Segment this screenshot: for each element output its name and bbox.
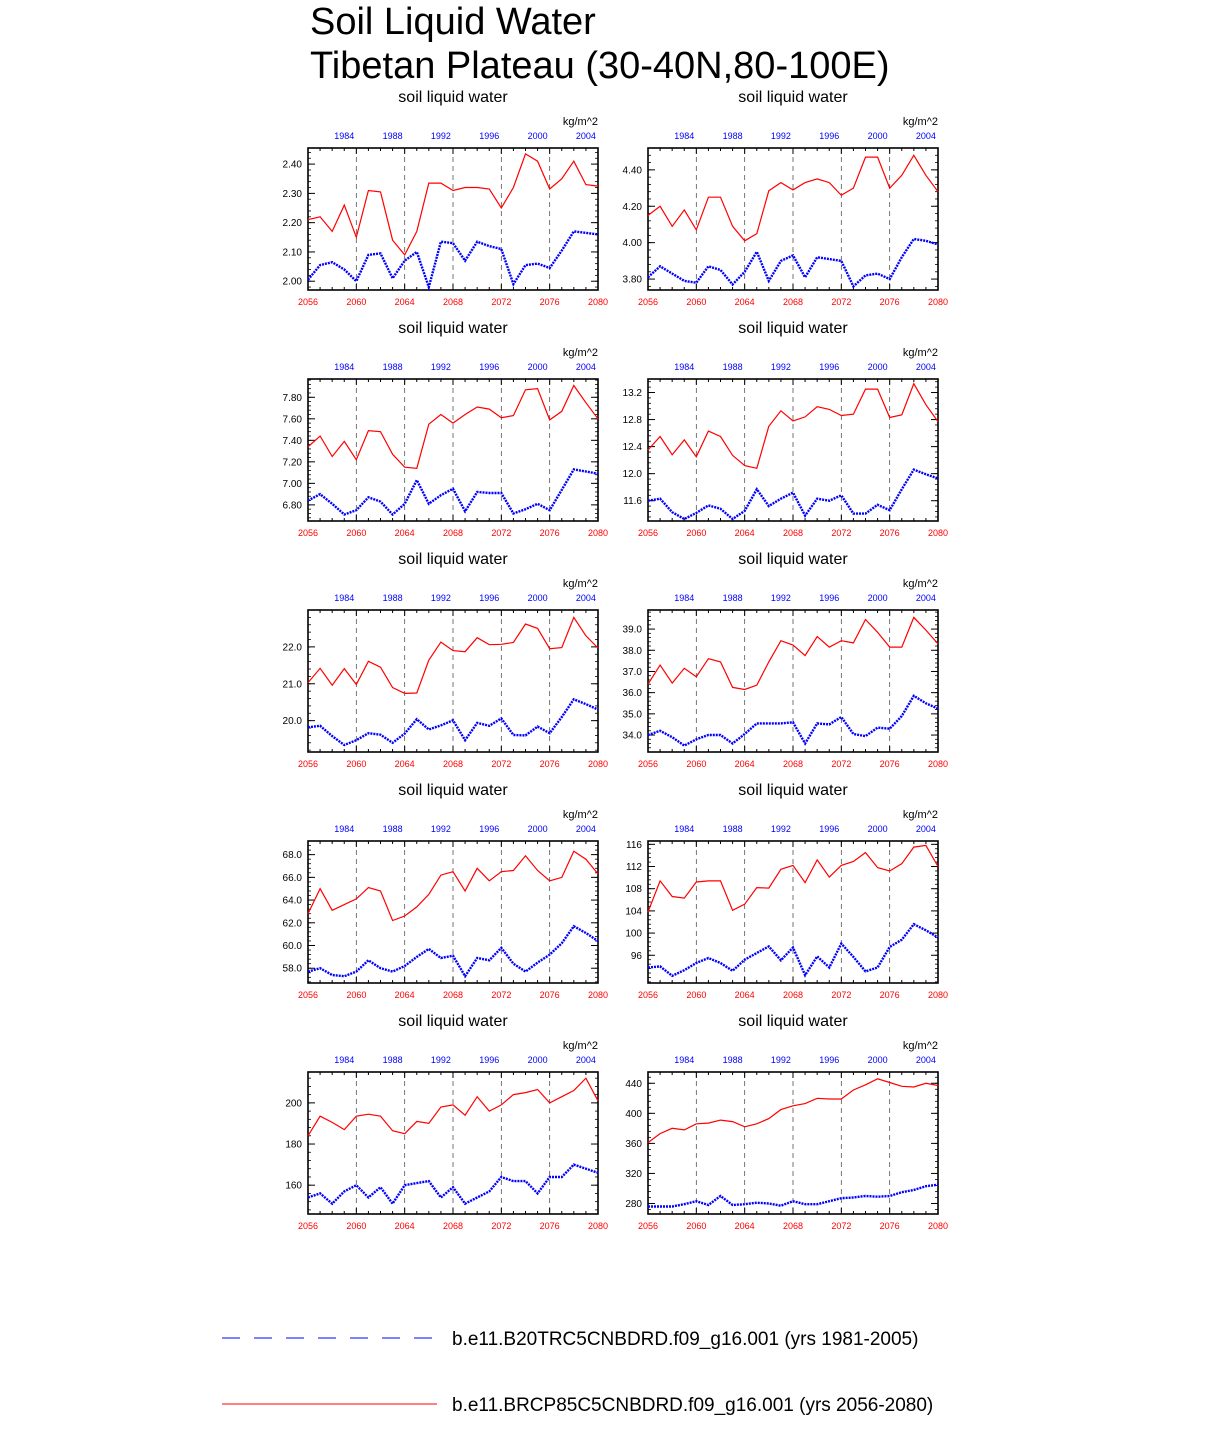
x-tick-label: 2060 — [346, 528, 367, 538]
y-tick-label: 37.0 — [622, 666, 642, 678]
y-tick-label: 6.80 — [282, 500, 302, 512]
x-top-tick-label: 1988 — [382, 824, 403, 834]
x-tick-label: 2080 — [927, 990, 949, 1000]
y-tick-label: 116 — [626, 839, 642, 851]
x-tick-label: 2080 — [587, 1221, 609, 1231]
x-tick-label: 2056 — [637, 759, 659, 769]
figure-title-line-2: Tibetan Plateau (30-40N,80-100E) — [310, 45, 890, 87]
y-tick-label: 4.40 — [622, 165, 642, 177]
historical-series-line — [648, 470, 938, 519]
x-top-tick-label: 1992 — [430, 362, 451, 372]
x-tick-label: 2056 — [297, 759, 319, 769]
y-tick-label: 96 — [630, 950, 642, 962]
x-tick-label: 2056 — [637, 528, 659, 538]
chart-panel-9 — [285, 1013, 608, 1231]
units-label: kg/m^2 — [902, 578, 938, 590]
panel-title: soil liquid water — [738, 320, 848, 337]
chart-panel-3 — [283, 320, 608, 538]
x-tick-label: 2056 — [637, 990, 659, 1000]
x-top-tick-label: 1992 — [770, 593, 791, 603]
historical-series-line — [648, 1185, 938, 1207]
y-tick-label: 440 — [625, 1078, 642, 1090]
y-tick-label: 39.0 — [622, 624, 642, 636]
x-top-tick-label: 1984 — [334, 131, 355, 141]
x-top-tick-label: 2000 — [867, 824, 888, 834]
historical-series-line — [648, 239, 938, 286]
panel-title: soil liquid water — [738, 551, 848, 568]
x-tick-label: 2072 — [831, 528, 852, 538]
x-top-tick-label: 2000 — [867, 362, 888, 372]
x-top-tick-label: 1984 — [674, 593, 695, 603]
y-tick-label: 2.00 — [282, 276, 302, 288]
y-tick-label: 7.00 — [282, 478, 302, 490]
y-tick-label: 66.0 — [282, 872, 302, 884]
figure-title-line-1: Soil Liquid Water — [310, 1, 596, 43]
x-tick-label: 2056 — [297, 297, 319, 307]
y-tick-label: 104 — [625, 906, 642, 918]
x-top-tick-label: 1988 — [722, 824, 743, 834]
x-tick-label: 2068 — [442, 759, 464, 769]
x-top-tick-label: 2004 — [915, 362, 936, 372]
x-tick-label: 2080 — [587, 759, 609, 769]
chart-panel-8 — [625, 782, 948, 1000]
x-tick-label: 2068 — [442, 297, 464, 307]
x-top-tick-label: 1996 — [819, 362, 840, 372]
x-top-tick-label: 2004 — [575, 362, 596, 372]
y-tick-label: 68.0 — [282, 850, 302, 862]
x-top-tick-label: 1984 — [334, 1055, 355, 1065]
x-top-tick-label: 2000 — [527, 131, 548, 141]
units-label: kg/m^2 — [562, 578, 598, 590]
x-top-tick-label: 1988 — [382, 1055, 403, 1065]
panel-title: soil liquid water — [398, 89, 508, 106]
x-top-tick-label: 1992 — [430, 593, 451, 603]
x-top-tick-label: 1992 — [770, 131, 791, 141]
x-tick-label: 2072 — [831, 1221, 852, 1231]
y-tick-label: 34.0 — [622, 730, 642, 742]
legend — [0, 1300, 1224, 1444]
x-top-tick-label: 2004 — [575, 824, 596, 834]
y-tick-label: 7.40 — [282, 435, 302, 447]
x-top-tick-label: 1996 — [819, 593, 840, 603]
x-top-tick-label: 1984 — [674, 362, 695, 372]
units-label: kg/m^2 — [902, 809, 938, 821]
x-top-tick-label: 1996 — [479, 593, 500, 603]
x-tick-label: 2068 — [442, 528, 464, 538]
y-tick-label: 7.80 — [282, 392, 302, 404]
x-top-tick-label: 1996 — [479, 824, 500, 834]
y-tick-label: 400 — [625, 1108, 642, 1120]
x-tick-label: 2072 — [491, 759, 512, 769]
x-top-tick-label: 1996 — [479, 1055, 500, 1065]
x-top-tick-label: 2004 — [915, 593, 936, 603]
x-top-tick-label: 1988 — [722, 131, 743, 141]
y-tick-label: 3.80 — [622, 274, 642, 286]
y-tick-label: 58.0 — [282, 963, 302, 975]
x-tick-label: 2060 — [686, 1221, 707, 1231]
x-top-tick-label: 1988 — [722, 1055, 743, 1065]
y-tick-label: 12.0 — [622, 469, 642, 481]
x-tick-label: 2076 — [539, 990, 560, 1000]
x-tick-label: 2068 — [442, 990, 464, 1000]
x-top-tick-label: 1992 — [430, 131, 451, 141]
y-tick-label: 280 — [625, 1198, 642, 1210]
units-label: kg/m^2 — [902, 116, 938, 128]
x-tick-label: 2072 — [491, 297, 512, 307]
x-top-tick-label: 1988 — [382, 362, 403, 372]
x-tick-label: 2064 — [394, 1221, 415, 1231]
y-tick-label: 2.20 — [282, 218, 302, 230]
x-tick-label: 2064 — [734, 1221, 755, 1231]
x-top-tick-label: 1988 — [382, 131, 403, 141]
x-tick-label: 2056 — [637, 1221, 659, 1231]
y-tick-label: 112 — [626, 862, 642, 874]
x-tick-label: 2072 — [831, 297, 852, 307]
chart-panel-6 — [623, 551, 948, 769]
y-tick-label: 60.0 — [282, 941, 302, 953]
x-tick-label: 2068 — [782, 1221, 804, 1231]
y-tick-label: 11.6 — [623, 496, 642, 508]
x-top-tick-label: 2000 — [527, 593, 548, 603]
x-tick-label: 2064 — [394, 528, 415, 538]
x-tick-label: 2060 — [346, 759, 367, 769]
y-tick-label: 20.0 — [282, 716, 302, 728]
x-top-tick-label: 2000 — [527, 824, 548, 834]
x-top-tick-label: 2000 — [867, 131, 888, 141]
y-tick-label: 2.40 — [282, 159, 302, 171]
x-top-tick-label: 1992 — [770, 824, 791, 834]
legend-future-label: b.e11.BRCP85C5CNBDRD.f09_g16.001 (yrs 2056-2080) — [452, 1395, 934, 1416]
x-tick-label: 2080 — [587, 990, 609, 1000]
x-tick-label: 2056 — [297, 528, 319, 538]
x-top-tick-label: 1996 — [819, 131, 840, 141]
x-tick-label: 2064 — [734, 990, 755, 1000]
x-tick-label: 2064 — [394, 759, 415, 769]
x-top-tick-label: 2000 — [527, 1055, 548, 1065]
chart-panel-2 — [623, 89, 948, 307]
y-tick-label: 4.20 — [622, 201, 642, 213]
x-tick-label: 2076 — [879, 1221, 900, 1231]
y-tick-label: 200 — [285, 1098, 302, 1110]
y-tick-label: 64.0 — [282, 895, 302, 907]
x-tick-label: 2060 — [686, 759, 707, 769]
x-top-tick-label: 1996 — [819, 1055, 840, 1065]
x-top-tick-label: 1988 — [722, 593, 743, 603]
x-top-tick-label: 1992 — [770, 1055, 791, 1065]
x-top-tick-label: 2004 — [915, 131, 936, 141]
y-tick-label: 160 — [285, 1180, 302, 1192]
panel-title: soil liquid water — [398, 1013, 508, 1030]
chart-panel-4 — [623, 320, 948, 538]
x-tick-label: 2064 — [734, 528, 755, 538]
x-tick-label: 2076 — [879, 528, 900, 538]
x-tick-label: 2064 — [734, 759, 755, 769]
x-tick-label: 2056 — [297, 1221, 319, 1231]
x-tick-label: 2076 — [879, 759, 900, 769]
x-top-tick-label: 1996 — [479, 362, 500, 372]
x-tick-label: 2064 — [734, 297, 755, 307]
legend-historical-label: b.e11.B20TRC5CNBDRD.f09_g16.001 (yrs 1981-2005) — [452, 1329, 919, 1350]
x-top-tick-label: 1988 — [382, 593, 403, 603]
x-top-tick-label: 2000 — [527, 362, 548, 372]
panel-title: soil liquid water — [398, 320, 508, 337]
chart-panel-10 — [625, 1013, 948, 1231]
units-label: kg/m^2 — [902, 1040, 938, 1052]
x-tick-label: 2072 — [831, 990, 852, 1000]
x-top-tick-label: 1992 — [770, 362, 791, 372]
y-tick-label: 35.0 — [622, 709, 642, 721]
x-tick-label: 2080 — [927, 759, 949, 769]
x-tick-label: 2068 — [782, 297, 804, 307]
x-tick-label: 2064 — [394, 297, 415, 307]
panel-title: soil liquid water — [738, 89, 848, 106]
panel-title: soil liquid water — [738, 1013, 848, 1030]
x-tick-label: 2068 — [782, 528, 804, 538]
x-top-tick-label: 2004 — [575, 131, 596, 141]
x-tick-label: 2076 — [539, 759, 560, 769]
units-label: kg/m^2 — [562, 809, 598, 821]
x-top-tick-label: 1984 — [674, 1055, 695, 1065]
x-tick-label: 2080 — [927, 528, 949, 538]
x-tick-label: 2072 — [491, 1221, 512, 1231]
x-tick-label: 2080 — [587, 297, 609, 307]
x-top-tick-label: 1992 — [430, 824, 451, 834]
x-tick-label: 2060 — [346, 990, 367, 1000]
x-tick-label: 2076 — [879, 990, 900, 1000]
x-tick-label: 2068 — [782, 759, 804, 769]
y-tick-label: 2.10 — [282, 247, 302, 259]
x-tick-label: 2064 — [394, 990, 415, 1000]
x-top-tick-label: 1984 — [334, 593, 355, 603]
x-tick-label: 2060 — [346, 1221, 367, 1231]
x-top-tick-label: 1992 — [430, 1055, 451, 1065]
x-top-tick-label: 1984 — [674, 131, 695, 141]
units-label: kg/m^2 — [902, 347, 938, 359]
x-tick-label: 2056 — [297, 990, 319, 1000]
panel-title: soil liquid water — [738, 782, 848, 799]
x-tick-label: 2076 — [879, 297, 900, 307]
chart-panel-1 — [283, 89, 608, 307]
y-tick-label: 22.0 — [282, 642, 302, 654]
x-top-tick-label: 2000 — [867, 1055, 888, 1065]
y-tick-label: 320 — [625, 1168, 642, 1180]
x-tick-label: 2076 — [539, 1221, 560, 1231]
x-top-tick-label: 1984 — [674, 824, 695, 834]
units-label: kg/m^2 — [562, 116, 598, 128]
x-tick-label: 2072 — [491, 990, 512, 1000]
y-tick-label: 12.8 — [622, 415, 642, 427]
x-tick-label: 2072 — [491, 528, 512, 538]
x-tick-label: 2068 — [782, 990, 804, 1000]
x-top-tick-label: 1984 — [334, 362, 355, 372]
x-tick-label: 2060 — [686, 297, 707, 307]
panel-title: soil liquid water — [398, 782, 508, 799]
y-tick-label: 4.00 — [622, 238, 642, 250]
y-tick-label: 108 — [625, 884, 642, 896]
x-top-tick-label: 2004 — [575, 593, 596, 603]
x-tick-label: 2080 — [587, 528, 609, 538]
x-tick-label: 2076 — [539, 528, 560, 538]
x-top-tick-label: 1988 — [722, 362, 743, 372]
y-tick-label: 100 — [625, 928, 642, 940]
x-top-tick-label: 1996 — [479, 131, 500, 141]
x-top-tick-label: 2004 — [575, 1055, 596, 1065]
y-tick-label: 7.20 — [282, 457, 302, 469]
panel-title: soil liquid water — [398, 551, 508, 568]
y-tick-label: 36.0 — [622, 688, 642, 700]
x-tick-label: 2080 — [927, 1221, 949, 1231]
chart-panel-5 — [283, 551, 608, 769]
x-top-tick-label: 1984 — [334, 824, 355, 834]
y-tick-label: 38.0 — [622, 645, 642, 657]
units-label: kg/m^2 — [562, 347, 598, 359]
chart-panel-7 — [283, 782, 608, 1000]
x-top-tick-label: 2004 — [915, 1055, 936, 1065]
x-top-tick-label: 2004 — [915, 824, 936, 834]
y-tick-label: 12.4 — [622, 442, 642, 454]
x-tick-label: 2060 — [346, 297, 367, 307]
y-tick-label: 21.0 — [282, 679, 302, 691]
y-tick-label: 2.30 — [282, 188, 302, 200]
x-tick-label: 2080 — [927, 297, 949, 307]
x-top-tick-label: 2000 — [867, 593, 888, 603]
x-tick-label: 2072 — [831, 759, 852, 769]
units-label: kg/m^2 — [562, 1040, 598, 1052]
x-tick-label: 2068 — [442, 1221, 464, 1231]
x-top-tick-label: 1996 — [819, 824, 840, 834]
x-tick-label: 2056 — [637, 297, 659, 307]
y-tick-label: 180 — [285, 1139, 302, 1151]
y-tick-label: 7.60 — [282, 414, 302, 426]
x-tick-label: 2076 — [539, 297, 560, 307]
x-tick-label: 2060 — [686, 528, 707, 538]
y-tick-label: 360 — [625, 1138, 642, 1150]
x-tick-label: 2060 — [686, 990, 707, 1000]
y-tick-label: 62.0 — [282, 918, 302, 930]
y-tick-label: 13.2 — [622, 388, 642, 400]
